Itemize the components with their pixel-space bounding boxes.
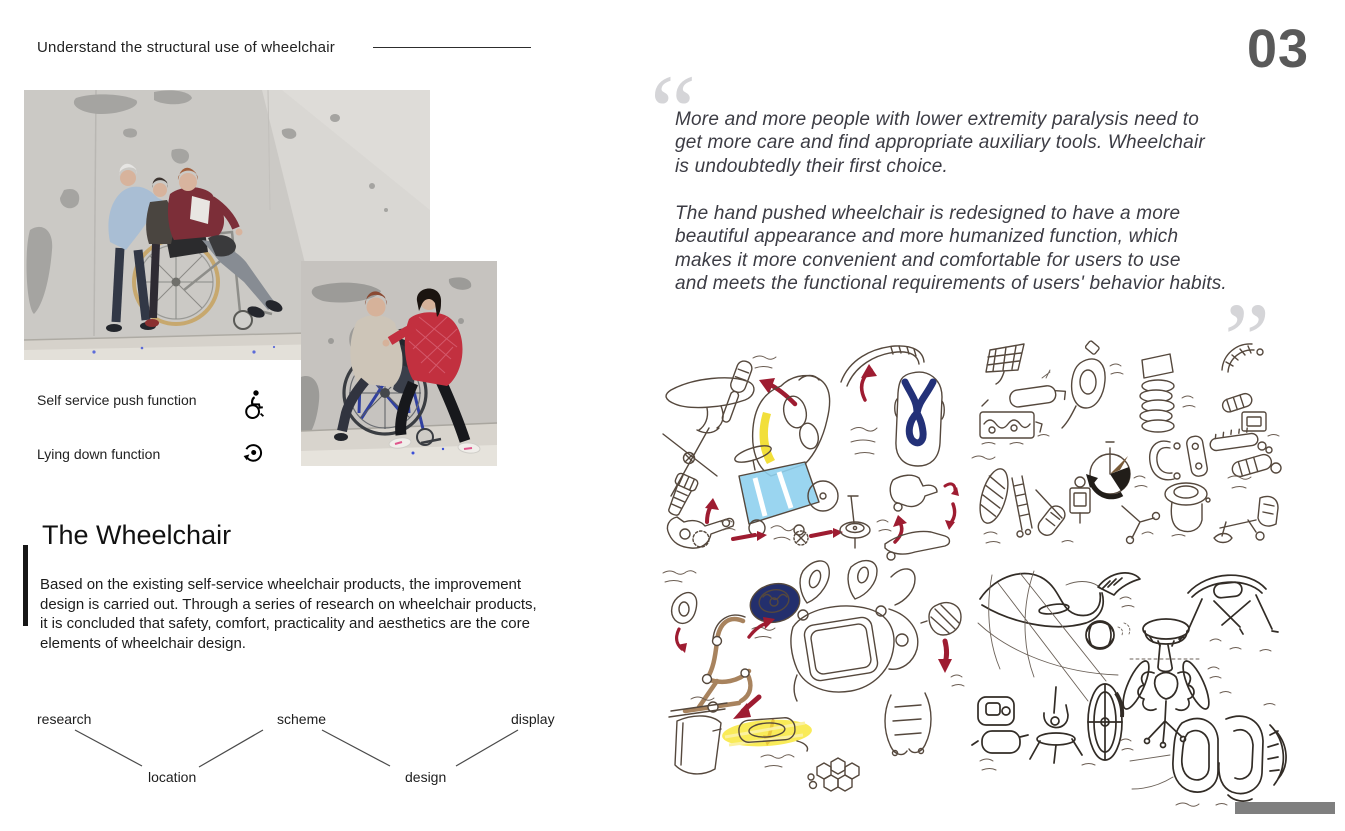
sketch-cluster-top-right: [972, 340, 1281, 543]
close-quote-mark: ”: [1224, 282, 1271, 397]
flow-node-location: location: [148, 769, 197, 785]
open-quote-mark: “: [650, 54, 697, 169]
page-number: 03: [1247, 19, 1310, 79]
sketch-cluster-bottom-left: [663, 561, 964, 791]
sketch-y-strap-part: [895, 372, 945, 466]
flow-node-display: display: [511, 711, 555, 727]
page-title: Understand the structural use of wheelchair: [37, 39, 335, 56]
process-flow-diagram: [0, 690, 610, 800]
flow-node-design: design: [405, 769, 447, 785]
quote-paragraph-1: More and more people with lower extremity paralysis need to get more care and find appropriate auxiliary tools. Wheelchair is undoubtedly their first choice.: [675, 109, 1205, 177]
function-label-lying-down: Lying down function: [37, 446, 161, 462]
flow-connector-lines: [0, 690, 610, 800]
title-underline: [373, 47, 531, 48]
function-label-self-service-push: Self service push function: [37, 392, 197, 408]
sketch-cluster-top-left: [662, 346, 959, 560]
footer-accent-bar: [1235, 802, 1335, 814]
section-body: Based on the existing self-service wheelchair products, the improvement design is carried out. Through a series of research on wheelchair products, it is concluded that safety, comfort, practicality and aesthetics are the core elements of wheelchair design.: [40, 576, 537, 652]
section-accent-bar: [23, 545, 28, 626]
photo-wheelchair-caregiver-outdoor: [301, 261, 497, 466]
rotate-ccw-icon: [242, 441, 265, 464]
sketch-cluster-bottom-right: [972, 571, 1286, 806]
quote-paragraph-2: The hand pushed wheelchair is redesigned to have a more beautiful appearance and more humanized function, which makes it more convenient and comfortable for users to use and meets the functional requirements of users' behavior habits.: [675, 203, 1227, 294]
section-title: The Wheelchair: [42, 520, 232, 550]
wheelchair-icon: [240, 389, 266, 421]
sketch-panel: [655, 338, 1280, 790]
flow-node-research: research: [37, 711, 92, 727]
flow-node-scheme: scheme: [277, 711, 327, 727]
